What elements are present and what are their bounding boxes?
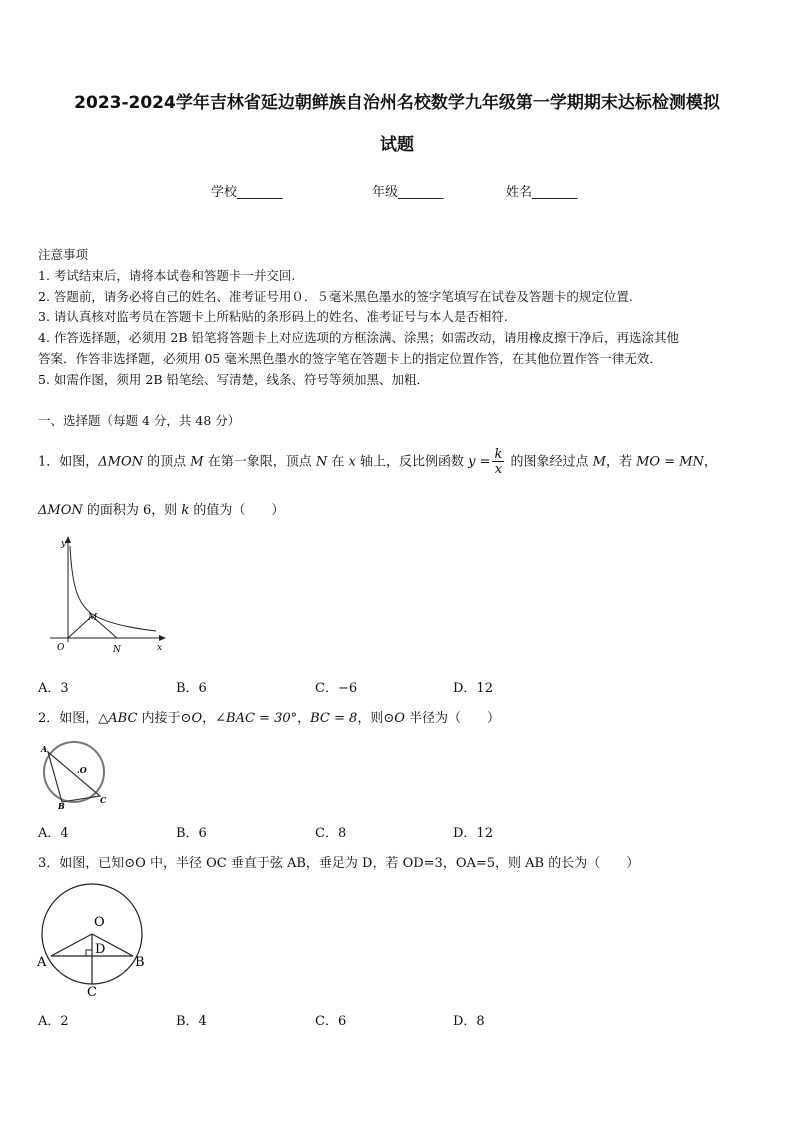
- q1-option-d[interactable]: D．12: [453, 681, 493, 696]
- q1-fig-y: y: [61, 539, 67, 549]
- page-title-line1: 2023-2024学年吉林省延边朝鲜族自治州名校数学九年级第一学期期末达标检测模拟: [74, 93, 720, 113]
- q3-option-d[interactable]: D．8: [453, 1014, 485, 1029]
- grade-field: 年级_______: [372, 185, 444, 200]
- page-title-line2: 试题: [380, 135, 414, 155]
- q3-fig-o: O: [94, 915, 105, 930]
- q2-line: 2．如图，△ABC 内接于⊙O，∠BAC = 30°，BC = 8，则⊙O 半径为（ ）: [38, 711, 501, 726]
- q2-fig-o: .O: [77, 765, 87, 775]
- notice-item-2: 2. 答题前，请务必将自己的姓名、准考证号用０．５毫米黑色墨水的签字笔填写在试卷及答题卡的规定位置.: [38, 289, 633, 304]
- q3-option-a[interactable]: A．2: [38, 1014, 69, 1029]
- section1-heading: 一、选择题（每题 4 分，共 48 分）: [38, 413, 241, 428]
- q2-figure: [38, 740, 114, 810]
- q3-figure: [34, 880, 154, 1000]
- q2-fig-a: A: [41, 744, 48, 754]
- name-field: 姓名_______: [506, 185, 578, 200]
- q1-option-a[interactable]: A．3: [38, 681, 69, 696]
- notice-item-5: 5. 如需作图，须用 2B 铅笔绘、写清楚，线条、符号等须加黑、加粗．: [38, 372, 429, 387]
- q3-fig-a: A: [37, 955, 47, 970]
- q2-option-a[interactable]: A．4: [38, 826, 69, 841]
- notice-item-3: 3. 请认真核对监考员在答题卡上所粘贴的条形码上的姓名、准考证号与本人是否相符.: [38, 309, 508, 324]
- q1-option-b[interactable]: B．6: [176, 681, 207, 696]
- q1-fig-m: M: [88, 613, 98, 623]
- q1-fig-x: x: [157, 643, 163, 653]
- notice-item-1: 1. 考试结束后，请将本试卷和答题卡一并交回.: [38, 268, 296, 283]
- q3-option-c[interactable]: C．6: [315, 1014, 347, 1029]
- notice-heading: 注意事项: [38, 247, 89, 262]
- q1-fraction: $\frac{k}{x}$: [494, 447, 503, 477]
- q2-option-d[interactable]: D．12: [453, 826, 493, 841]
- q3-fig-b: B: [135, 955, 145, 970]
- q2-option-b[interactable]: B．6: [176, 826, 207, 841]
- q3-line: 3．如图，已知⊙O 中，半径 OC 垂直于弦 AB，垂足为 D，若 OD=3，OA=5，则 AB 的长为（ ）: [38, 856, 640, 871]
- q2-fig-c: C: [100, 795, 107, 805]
- q3-fig-c: C: [87, 985, 97, 1000]
- q1-line1: 1．如图，ΔMON 的顶点 M 在第一象限，顶点 N 在 x 轴上，反比例函数 y = $\frac{k}{x}$ 的图象经过点 M，若 MO = MN，: [38, 447, 717, 477]
- notice-item-4: 4. 作答选择题，必须用 2B 铅笔将答题卡上对应选项的方框涂满、涂黑；如需改动，请用橡皮擦干净后，再选涂其他: [38, 330, 679, 345]
- q1-fig-n: N: [113, 645, 121, 655]
- q1-line2: ΔMON 的面积为 6，则 k 的值为（ ）: [38, 503, 285, 518]
- q3-option-b[interactable]: B．4: [176, 1014, 207, 1029]
- notice-item-4-cont: 答案．作答非选择题，必须用 05 毫米黑色墨水的签字笔在答题卡上的指定位置作答，在其他位置作答一律无效．: [38, 351, 662, 366]
- q2-option-c[interactable]: C．8: [315, 826, 347, 841]
- school-field: 学校_______: [211, 185, 283, 200]
- q1-figure: [40, 532, 170, 657]
- q1-option-c[interactable]: C．−6: [315, 681, 358, 696]
- q1-fig-o: O: [57, 643, 65, 653]
- q2-fig-b: B: [58, 801, 65, 810]
- q3-fig-d: D: [95, 942, 106, 957]
